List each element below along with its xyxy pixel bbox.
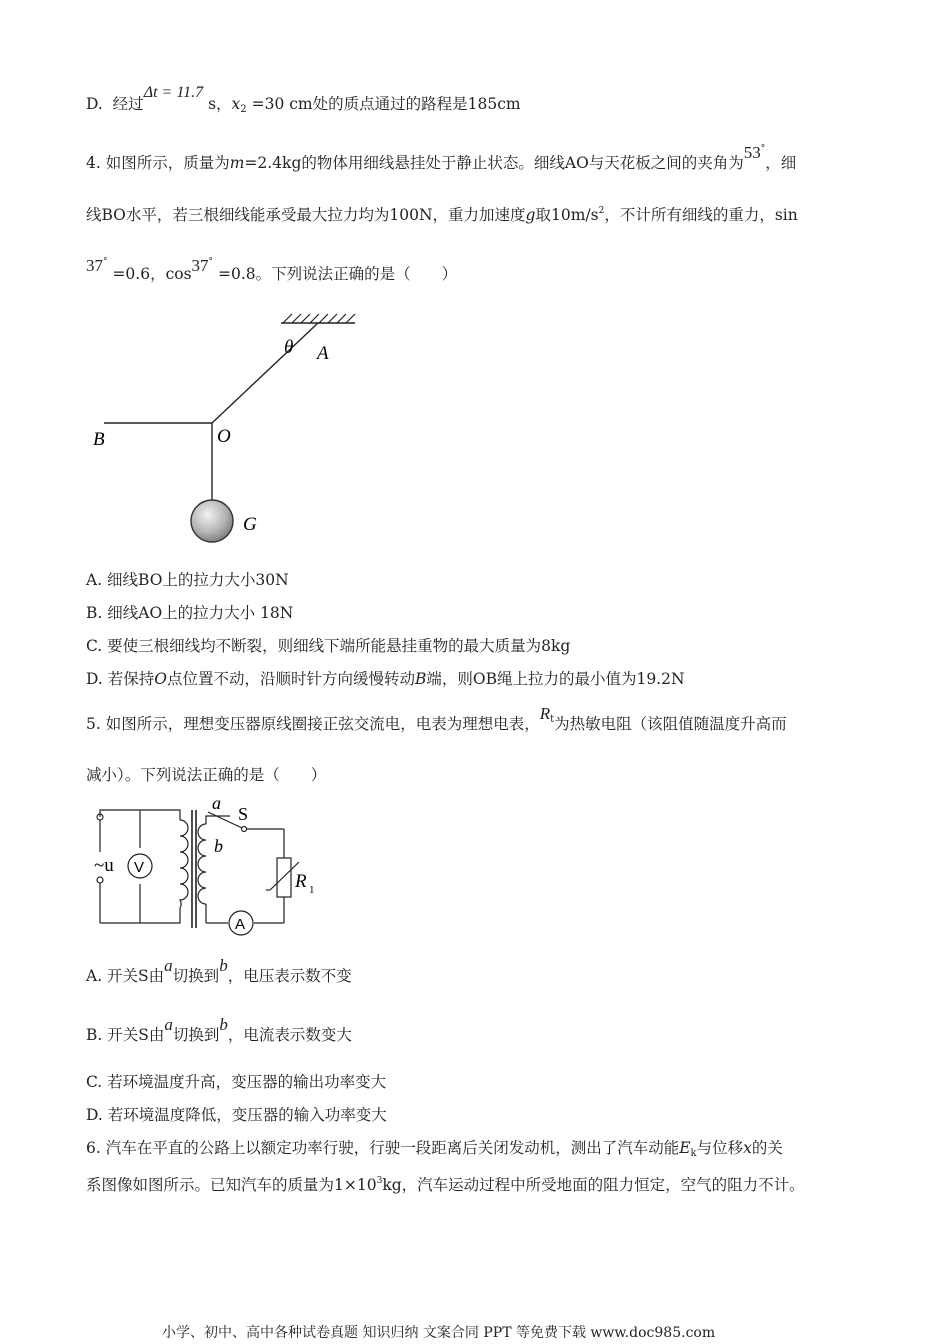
q3-option-d: D. 经过Δt = 11.7 s，x2 =30 cm处的质点通过的路程是185cm (86, 84, 521, 115)
label-b: B (93, 429, 105, 450)
q4-option-b: B. 细线AO上的拉力大小 18N (86, 604, 294, 622)
q4-option-a: A. 细线BO上的拉力大小30N (86, 571, 289, 589)
q4-stem-line2: 线BO水平，若三根细线能承受最大拉力均为100N，重力加速度g取$10m/s^2$，不计所有细线的重力，sin (86, 206, 798, 224)
tap-b-label: b (214, 836, 223, 856)
q4-option-d: D. 若保持O点位置不动，沿顺时针方向缓慢转动B端，则OB绳上拉力的最小值为19.2N (86, 670, 685, 688)
q4-stem-line1: 4. 如图所示，质量为m=2.4kg的物体用细线悬挂处于静止状态。细线AO与天花板之间的夹角为53°，细 (86, 143, 797, 172)
delta-t-formula: Δt = 11.7 (143, 84, 204, 101)
q5-stem-line2: 减小）。下列说法正确的是（ ） (86, 766, 327, 784)
q4-figure (80, 312, 380, 552)
weight-ball (191, 500, 233, 542)
label-theta: θ (284, 337, 294, 358)
resistor-label: R (295, 871, 307, 892)
q5-option-b: B. 开关S由a切换到b，电流表示数变大 (86, 1015, 352, 1044)
q4-option-c: C. 要使三根细线均不断裂，则细线下端所能悬挂重物的最大质量为8kg (86, 637, 571, 655)
page-footer: 小学、初中、高中各种试卷真题 知识归纳 文案合同 PPT 等免费下载 www.doc985.com (162, 1325, 716, 1341)
q6-stem-line2: 系图像如图所示。已知汽车的质量为$1\times 10^3kg$，汽车运动过程中所受地面的阻力恒定，空气的阻力不计。 (86, 1176, 805, 1194)
q6-stem-line1: 6. 汽车在平直的公路上以额定功率行驶，行驶一段距离后关闭发动机，测出了汽车动能Ek与位移x的关 (86, 1139, 783, 1159)
voltmeter-label: V (134, 859, 145, 876)
source-label: ~u (94, 855, 114, 876)
string-ao (212, 323, 318, 423)
q5-option-a: A. 开关S由a切换到b，电压表示数不变 (86, 956, 352, 985)
ceiling (281, 314, 355, 323)
resistor-sub: 1 (309, 884, 315, 896)
label-a: A (317, 343, 329, 364)
q5-option-d: D. 若环境温度降低，变压器的输入功率变大 (86, 1106, 387, 1124)
q5-option-c: C. 若环境温度升高，变压器的输出功率变大 (86, 1073, 387, 1091)
label-o: O (217, 426, 231, 447)
q5-stem-line1: 5. 如图所示，理想变压器原线圈接正弦交流电，电表为理想电表，$R^t$为热敏电阻（该阻值随温度升高而 (86, 704, 787, 733)
q5-circuit-figure (88, 792, 328, 942)
label-g: G (243, 514, 257, 535)
q4-stem-line3: 37° =0.6，cos37° =0.8。下列说法正确的是（ ） (86, 256, 458, 283)
switch-s-label: S (238, 804, 249, 824)
ammeter-label: A (235, 916, 246, 933)
switch-a-label: a (212, 793, 221, 813)
